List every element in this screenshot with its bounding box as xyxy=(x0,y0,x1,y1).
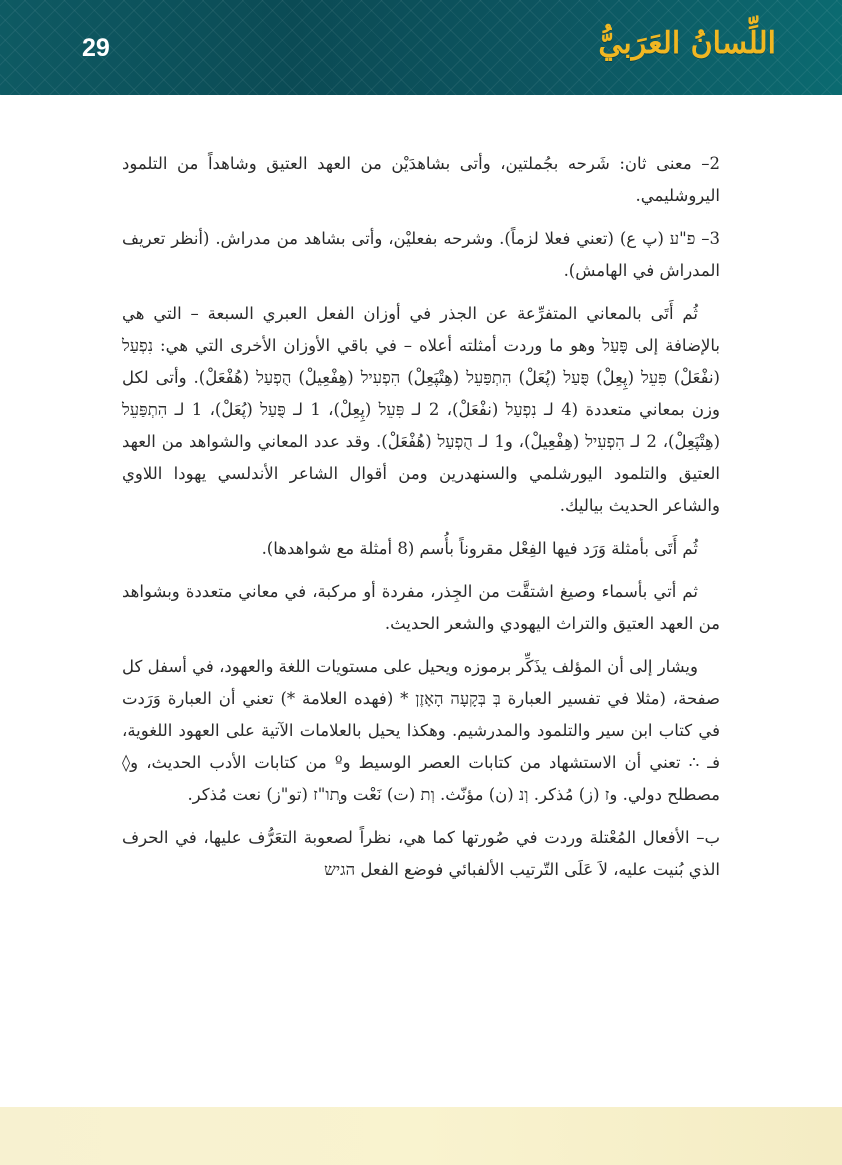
footer-band xyxy=(0,1107,842,1165)
paragraph-derived-names: ثم أتي بأسماء وصيغ اشتقَّت من الجِذر، مفردة أو مركبة، في معاني متعددة وبشواهد من العهد العتيق والتراث اليهودي والشعر الحديث. xyxy=(122,582,720,633)
paragraph-weak-verbs: ب– الأفعال المُعْتلة وردت في صُورتها كما هي، نظراً لصعوبة التعَرُّف عليها، في الحرف الذي بُنيت عليه، لاَ عَلَى التّرتيب الألفبائي فوضع الفعل הגיש xyxy=(122,828,720,879)
article-body xyxy=(122,148,720,897)
paragraph-symbols: ويشار إلى أن المؤلف يذَكِّر برموزه ويحيل على مستويات اللغة والعهود، في أسفل كل صفحة، (مثلا في تفسير العبارة בְּ בְּקָעָה הָאָזֶן * (فهده العلامة *) تعني أن العبارة وَرَدت في كتاب ابن سير والتلمود والمدرشيم. وهكذا يحيل بالعلامات الآتية على العهود اللغوية، فـ ∴ تعني أن الاستشهاد من كتابات العصر الوسيط وº من كتابات الأدب الحديث، و◊ مصطلح دولي. وז (ز) مُذكر. וְנ (ن) مؤنّث. וְת (ت) نَعْت وְתו"ז (تو"ز) نعت مُذكر. xyxy=(122,657,721,804)
page-header xyxy=(0,0,842,95)
paragraph-verb-forms: ثُم أَتَى بالمعاني المتفرِّعة عن الجذر في أوزان الفعل العبري السبعة – التي هي بالإضافة إلى פָּעַל وهو ما وردت أمثلته أعلاه – في باقي الأوزان الأخرى التي هي: נִפְעַל (نفْعَلْ) פִּעֵל (پِعِلْ) פֻּעַל (پُعَلْ) הִתְפַּעֵל (هِتْپَعِلْ) הִפְעִיל (هِفْعِيلْ) הֻפְעַל (هُفْعَلْ). وأتى لكل وزن بمعاني متعددة (4 لـ נִפְעַל (نفْعَلْ)، 2 لـ פִּעֵל (پِعِلْ)، 1 لـ פֻּעַל (پُعَلْ)، 1 لـ הִתְפַּעֵל (هِتْپَعِلْ)، 2 لـ הִפְעִיל (هِفْعِيلْ)، و1 لـ הֻפְעַל (هُفْعَلْ). وقد عدد المعاني والشواهد من العهد العتيق والتلمود اليورشلمي والسنهدرين ومن أقوال الشاعر الأندلسي يهودا اللاوي والشاعر الحديث بياليك. xyxy=(122,304,721,515)
journal-logo: اللِّسانُ العَرَبيُّ xyxy=(598,26,776,61)
paragraph-noun-examples: ثُم أَتَى بأمثلة وَرَد فيها الفِعْل مقروناً بأُسم (8 أمثلة مع شواهدها). xyxy=(261,539,698,558)
paragraph-meaning-3: 3– פ"ע (پ ع) (تعني فعلا لزماً). وشرحه بفعليْن، وأتى بشاهد من مدراش. (أنظر تعريف المدراش في الهامش). xyxy=(122,229,720,280)
paragraph-meaning-2: 2– معنى ثان: شَرحه بجُملتين، وأتى بشاهدَيْن من العهد العتيق وشاهداً من التلمود اليروشليمي. xyxy=(122,154,720,205)
page-number: 29 xyxy=(82,34,110,62)
